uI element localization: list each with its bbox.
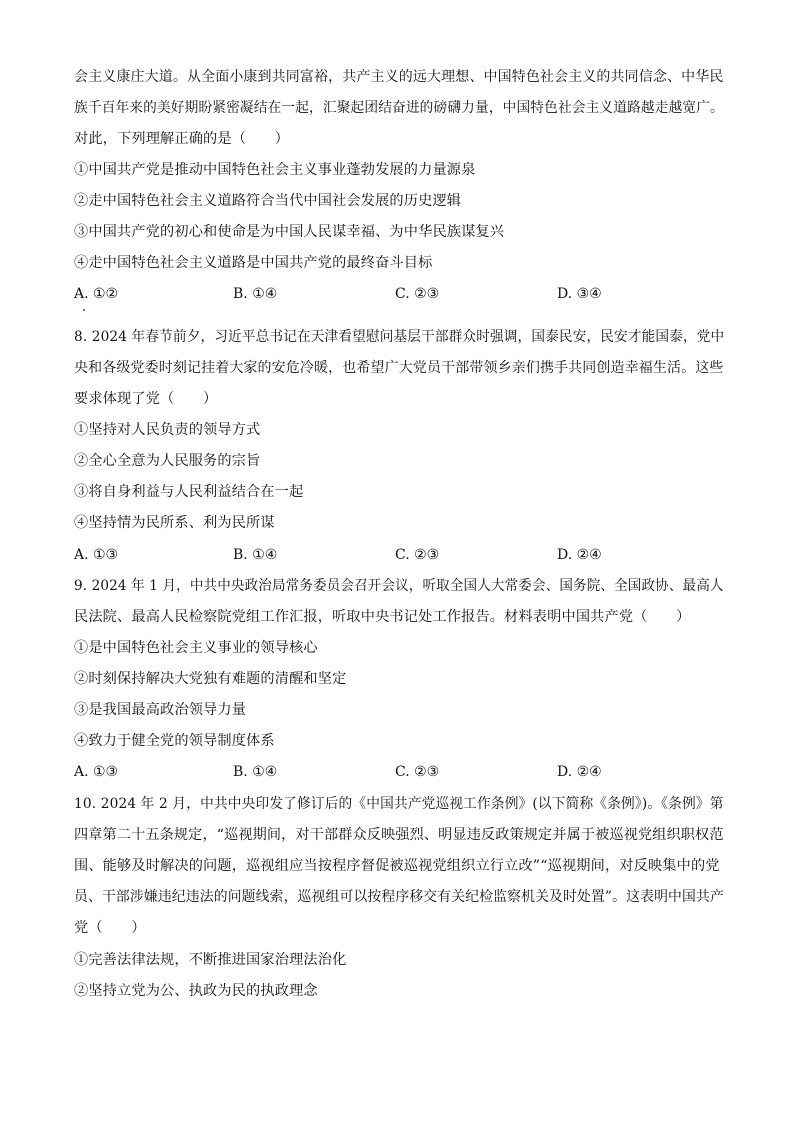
question-8-text-line: 央和各级党委时刻记挂着大家的安危冷暖，也希望广大党员干部带领乡亲们携手共同创造幸福生活。这些	[74, 360, 724, 376]
question-8-option-b: B. ①④	[233, 547, 278, 563]
question-7-prompt: 对此，下列理解正确的是（ ）	[74, 131, 290, 147]
question-7-option-a: A. ①②	[74, 286, 119, 302]
question-7-statement-2: ②走中国特色社会主义道路符合当代中国社会发展的历史逻辑	[74, 193, 462, 209]
question-8-option-a: A. ①③	[74, 547, 119, 563]
question-9-statement-2: ②时刻保持解决大党独有难题的清醒和坚定	[74, 671, 347, 687]
question-8-statement-3: ③将自身利益与人民利益结合在一起	[74, 484, 304, 500]
question-8-statement-2: ②全心全意为人民服务的宗旨	[74, 453, 261, 469]
question-9-option-a: A. ①③	[74, 764, 119, 780]
question-7-text-line: 会主义康庄大道。从全面小康到共同富裕，共产主义的远大理想、中国特色社会主义的共同信念、中华民	[74, 69, 724, 85]
question-9-option-c: C. ②③	[395, 764, 440, 780]
question-9-statement-3: ③是我国最高政治领导力量	[74, 702, 247, 718]
question-9-option-d: D. ②④	[557, 764, 602, 780]
question-8-prompt: 要求体现了党（ ）	[74, 391, 218, 407]
question-10-statement-2: ②坚持立党为公、执政为民的执政理念	[74, 983, 318, 999]
question-10-statement-1: ①完善法律法规，不断推进国家治理法治化	[74, 952, 347, 968]
question-8-statement-4: ④坚持情为民所系、利为民所谋	[74, 515, 275, 531]
question-7-text-line: 族千百年来的美好期盼紧密凝结在一起，汇聚起团结奋进的磅礴力量，中国特色社会主义道路越走越宽广。	[74, 100, 724, 116]
question-8-option-d: D. ②④	[557, 547, 602, 563]
question-10-text-line: 四章第二十五条规定，“巡视期间，对干部群众反映强烈、明显违反政策规定并属于被巡视党组织职权范	[74, 827, 724, 843]
stray-mark	[83, 309, 85, 311]
question-10-text-line: 10. 2024 年 2 月，中共中央印发了修订后的《中国共产党巡视工作条例》(以下简称《条例》)。《条例》第	[74, 796, 724, 812]
question-9-statement-4: ④致力于健全党的领导制度体系	[74, 733, 275, 749]
question-9-option-b: B. ①④	[233, 764, 278, 780]
question-10-text-line: 员、干部涉嫌违纪违法的问题线索，巡视组可以按程序移交有关纪检监察机关及时处置”。这表明中国共产	[74, 889, 724, 905]
question-7-statement-4: ④走中国特色社会主义道路是中国共产党的最终奋斗目标	[74, 255, 433, 271]
question-8-option-c: C. ②③	[395, 547, 440, 563]
question-9-text-line: 9. 2024 年 1 月，中共中央政治局常务委员会召开会议，听取全国人大常委会、国务院、全国政协、最高人	[74, 578, 724, 594]
question-9-statement-1: ①是中国特色社会主义事业的领导核心	[74, 640, 318, 656]
question-10-text-line: 围、能够及时解决的问题，巡视组应当按程序督促被巡视党组织立行立改”“巡视期间，对反映集中的党	[74, 858, 720, 874]
question-8-statement-1: ①坚持对人民负责的领导方式	[74, 422, 261, 438]
question-9-prompt: 民法院、最高人民检察院党组工作汇报，听取中央书记处工作报告。材料表明中国共产党（ ）	[74, 609, 691, 625]
question-7-statement-1: ①中国共产党是推动中国特色社会主义事业蓬勃发展的力量源泉	[74, 162, 476, 178]
question-8-text-line: 8. 2024 年春节前夕，习近平总书记在天津看望慰问基层干部群众时强调，国泰民安，民安才能国泰，党中	[74, 329, 725, 345]
question-10-prompt: 党（ ）	[74, 920, 146, 936]
question-7-option-b: B. ①④	[233, 286, 278, 302]
question-7-statement-3: ③中国共产党的初心和使命是为中国人民谋幸福、为中华民族谋复兴	[74, 224, 505, 240]
question-7-option-c: C. ②③	[395, 286, 440, 302]
question-7-option-d: D. ③④	[557, 286, 602, 302]
